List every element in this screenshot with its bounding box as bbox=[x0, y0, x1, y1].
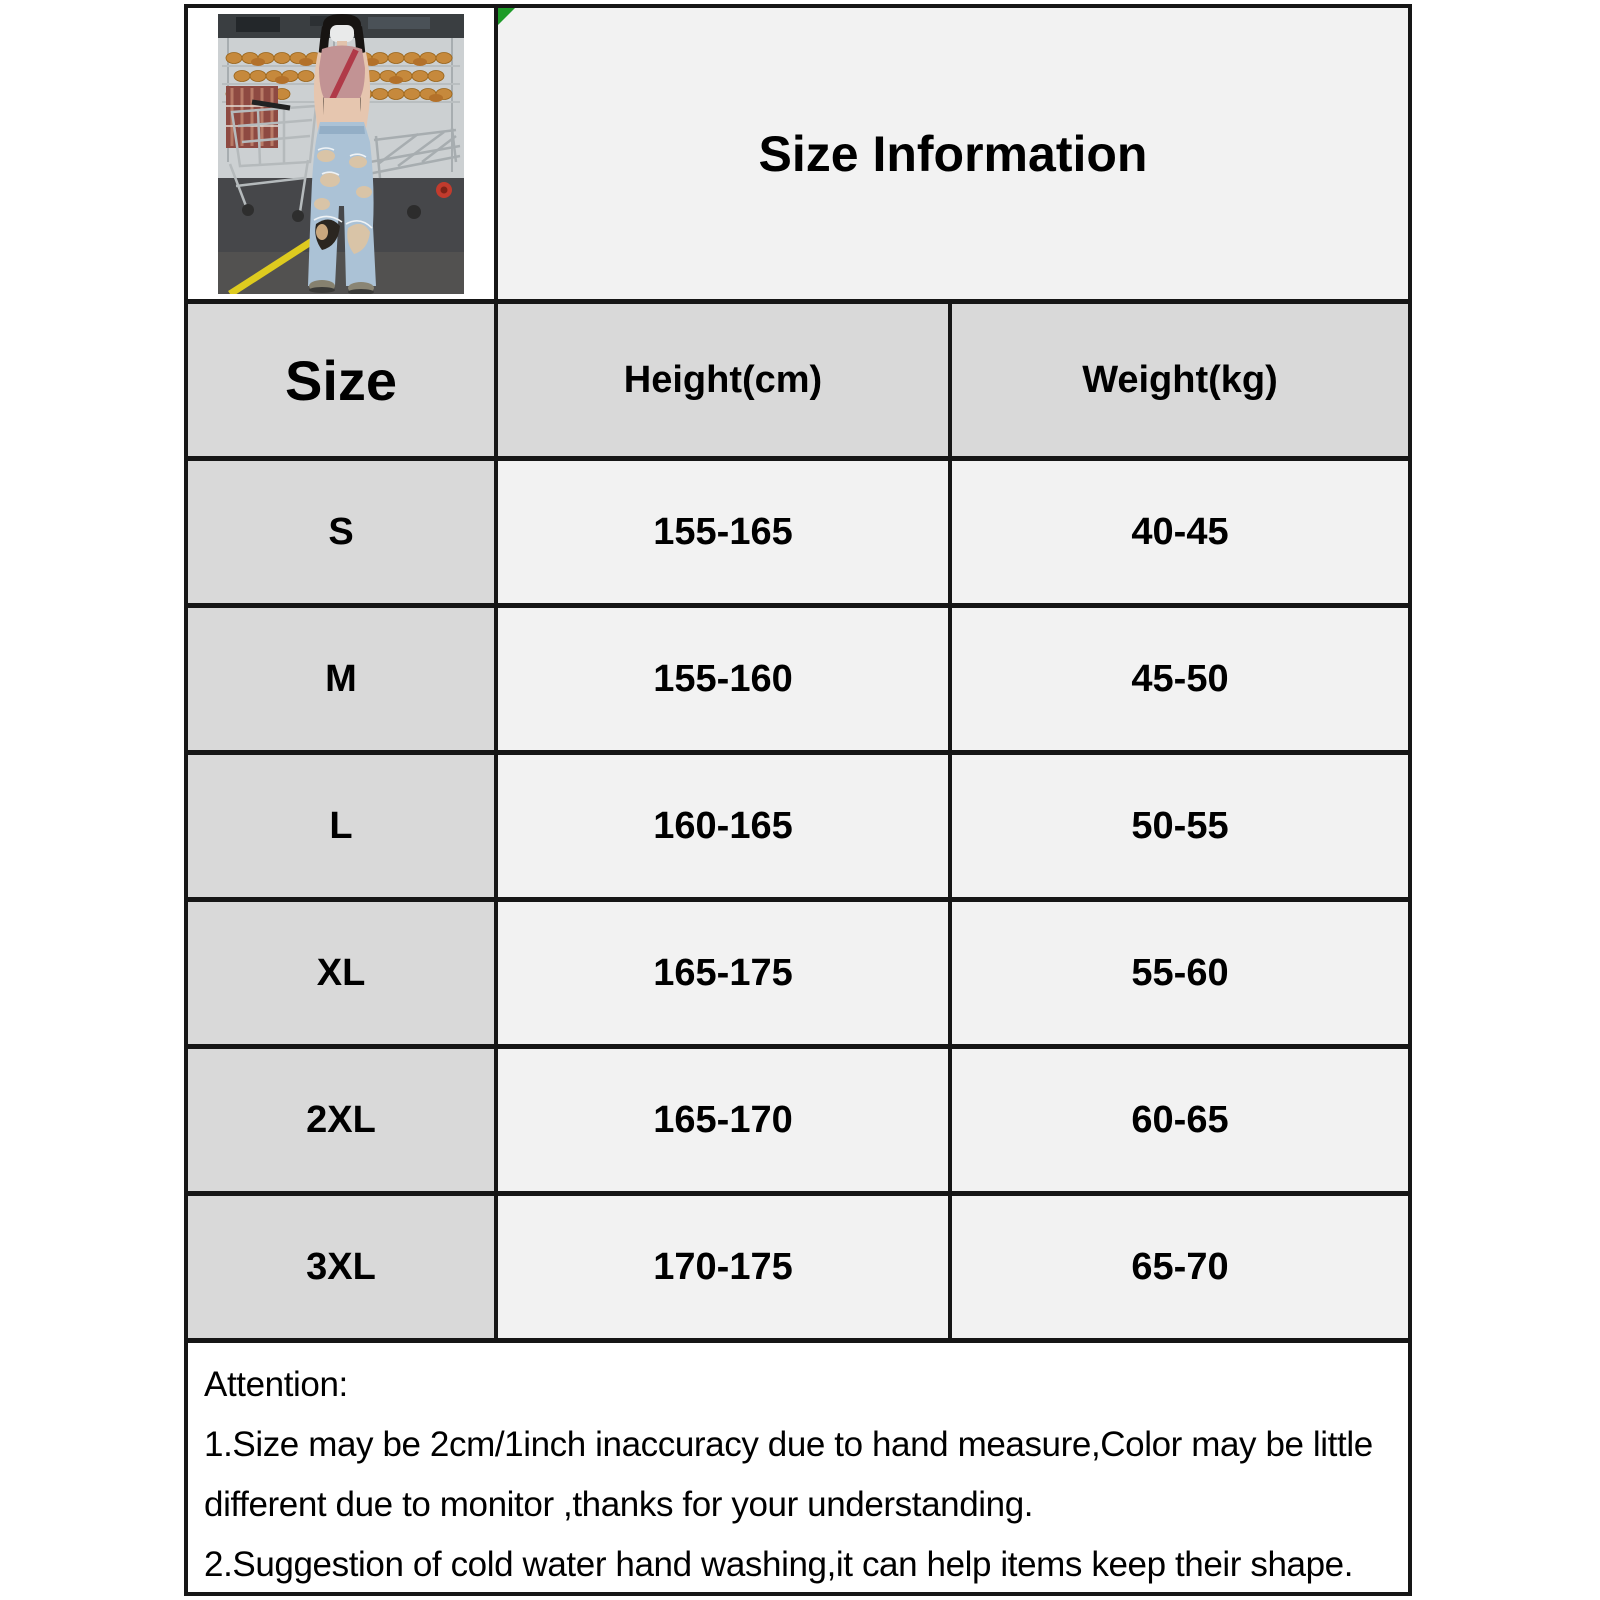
row-label-l: L bbox=[188, 755, 494, 897]
attention-note-1: 1.Size may be 2cm/1inch inaccuracy due to hand measure,Color may be little different due to monitor ,thanks for your understanding. bbox=[204, 1425, 1373, 1524]
weight-value-l: 50-55 bbox=[952, 755, 1408, 897]
sheet-title-cell bbox=[498, 8, 1408, 299]
height-value-m: 155-160 bbox=[498, 608, 948, 750]
height-value-xl: 165-175 bbox=[498, 902, 948, 1044]
attention-heading: Attention: bbox=[204, 1365, 348, 1404]
height-value-l: 160-165 bbox=[498, 755, 948, 897]
height-value-2xl: 165-170 bbox=[498, 1049, 948, 1191]
row-label-s: S bbox=[188, 461, 494, 603]
product-photo-cell bbox=[188, 8, 494, 299]
height-value-s: 155-165 bbox=[498, 461, 948, 603]
attention-note bbox=[188, 1343, 1408, 1592]
pink-crop-top bbox=[319, 45, 365, 98]
product-photo bbox=[218, 14, 464, 294]
column-header-size: Size bbox=[188, 304, 494, 456]
attention-note-2: 2.Suggestion of cold water hand washing,it can help items keep their shape. bbox=[204, 1545, 1354, 1584]
weight-value-xl: 55-60 bbox=[952, 902, 1408, 1044]
weight-value-m: 45-50 bbox=[952, 608, 1408, 750]
column-header-weight: Weight(kg) bbox=[952, 304, 1408, 456]
row-label-m: M bbox=[188, 608, 494, 750]
weight-value-s: 40-45 bbox=[952, 461, 1408, 603]
column-header-height: Height(cm) bbox=[498, 304, 948, 456]
height-value-3xl: 170-175 bbox=[498, 1196, 948, 1338]
weight-value-2xl: 60-65 bbox=[952, 1049, 1408, 1191]
size-information-sheet bbox=[184, 4, 1412, 1596]
row-label-3xl: 3XL bbox=[188, 1196, 494, 1338]
weight-value-3xl: 65-70 bbox=[952, 1196, 1408, 1338]
face-mask bbox=[330, 25, 354, 42]
green-corner-flag-icon bbox=[498, 8, 515, 25]
row-label-xl: XL bbox=[188, 902, 494, 1044]
sheet-title: Size Information bbox=[758, 125, 1148, 182]
row-label-2xl: 2XL bbox=[188, 1049, 494, 1191]
